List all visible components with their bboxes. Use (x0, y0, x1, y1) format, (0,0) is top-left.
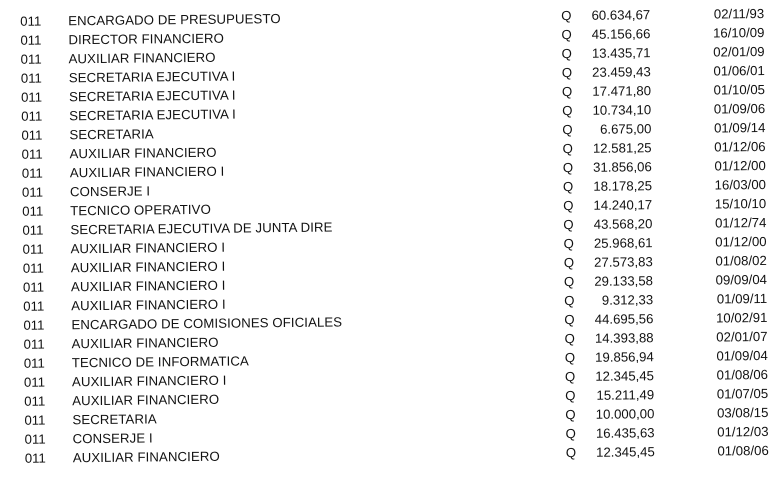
budget-line-code: 011 (23, 355, 45, 371)
start-date: 01/09/04 (716, 347, 768, 364)
job-title: AUXILIAR FINANCIERO I (70, 277, 226, 295)
job-title: AUXILIAR FINANCIERO I (71, 296, 226, 314)
job-title: SECRETARIA EJECUTIVA I (68, 87, 236, 105)
salary-amount: 27.573,83 (594, 254, 653, 270)
currency-symbol: Q (563, 255, 575, 271)
salary-amount: 10.000,00 (595, 406, 655, 422)
salary-amount: 43.568,20 (593, 216, 653, 232)
budget-line-code: 011 (22, 203, 44, 219)
currency-symbol: Q (562, 160, 574, 176)
budget-line-code: 011 (21, 127, 43, 143)
job-title: AUXILIAR FINANCIERO (71, 334, 219, 352)
budget-line-code: 011 (20, 51, 42, 67)
start-date: 03/08/15 (716, 404, 769, 421)
start-date: 01/12/06 (714, 138, 766, 155)
currency-symbol: Q (564, 368, 576, 385)
salary-amount: 10.734,10 (592, 102, 652, 118)
currency-symbol: Q (561, 65, 573, 81)
budget-line-code: 011 (23, 317, 45, 333)
start-date: 01/09/14 (713, 119, 766, 136)
job-title: AUXILIAR FINANCIERO I (70, 239, 226, 257)
budget-line-code: 011 (21, 146, 43, 162)
salary-amount: 29.133,58 (594, 273, 654, 289)
budget-line-code: 011 (24, 412, 46, 428)
start-date: 01/12/00 (715, 233, 767, 250)
start-date: 01/08/02 (715, 252, 767, 269)
job-title: AUXILIAR FINANCIERO I (71, 372, 227, 390)
start-date: 01/08/06 (717, 442, 769, 459)
job-title: SECRETARIA EJECUTIVA I (69, 106, 236, 124)
currency-symbol: Q (562, 122, 573, 138)
budget-line-code: 011 (21, 184, 44, 200)
job-title: TECNICO DE INFORMATICA (71, 353, 249, 371)
salary-amount: 13.435,71 (591, 45, 651, 61)
start-date: 01/12/74 (714, 214, 767, 231)
start-date: 01/12/03 (717, 423, 769, 440)
salary-amount: 18.178,25 (593, 178, 653, 194)
currency-symbol: Q (565, 406, 576, 423)
job-title: TECNICO OPERATIVO (70, 201, 211, 219)
currency-symbol: Q (563, 274, 575, 290)
salary-amount: 25.968,61 (593, 235, 653, 251)
start-date: 01/10/05 (713, 81, 766, 98)
salary-amount: 9.312,33 (601, 292, 654, 308)
salary-amount: 12.581,25 (592, 140, 652, 156)
salary-amount: 60.634,67 (591, 7, 651, 23)
budget-line-code: 011 (21, 165, 43, 181)
job-title: DIRECTOR FINANCIERO (68, 30, 225, 48)
currency-symbol: Q (564, 312, 575, 328)
salary-amount: 19.856,94 (595, 349, 654, 365)
budget-line-code: 011 (23, 298, 45, 314)
job-title: AUXILIAR FINANCIERO I (69, 163, 225, 181)
salary-amount: 23.459,43 (592, 64, 651, 80)
budget-line-code: 011 (22, 279, 45, 295)
job-title: SECRETARIA EJECUTIVA I (68, 68, 236, 86)
currency-symbol: Q (563, 217, 574, 233)
currency-symbol: Q (561, 27, 572, 43)
start-date: 01/07/05 (716, 385, 769, 402)
start-date: 15/10/10 (714, 195, 767, 212)
job-title: SECRETARIA (72, 411, 157, 428)
salary-amount: 15.211,49 (596, 387, 655, 403)
budget-line-code: 011 (20, 89, 43, 105)
salary-amount: 6.675,00 (599, 121, 652, 137)
budget-line-code: 011 (20, 13, 42, 29)
start-date: 01/09/06 (713, 100, 766, 117)
budget-line-code: 011 (24, 431, 46, 447)
start-date: 10/02/91 (715, 309, 768, 326)
salary-amount: 44.695,56 (594, 311, 654, 327)
start-date: 02/01/09 (713, 43, 765, 60)
salary-amount: 14.393,88 (594, 330, 654, 346)
currency-symbol: Q (563, 236, 574, 252)
start-date: 16/10/09 (712, 24, 765, 41)
budget-line-code: 011 (24, 450, 46, 466)
budget-line-code: 011 (20, 32, 42, 48)
start-date: 02/01/07 (716, 328, 768, 345)
salary-amount: 45.156,66 (591, 26, 651, 42)
currency-symbol: Q (561, 46, 572, 62)
salary-amount: 12.345,45 (596, 444, 655, 460)
job-title: ENCARGADO DE COMISIONES OFICIALES (71, 314, 343, 333)
budget-line-code: 011 (21, 108, 43, 124)
budget-line-code: 011 (23, 336, 45, 352)
currency-symbol: Q (565, 425, 576, 442)
job-title: CONSERJE I (69, 183, 151, 200)
currency-symbol: Q (563, 198, 574, 214)
start-date: 01/08/06 (716, 366, 769, 383)
start-date: 01/12/00 (714, 157, 766, 174)
start-date: 16/03/00 (714, 176, 767, 193)
job-title: AUXILIAR FINANCIERO (68, 49, 216, 67)
salary-amount: 31.856,06 (593, 159, 652, 175)
start-date: 01/06/01 (713, 62, 765, 79)
budget-line-code: 011 (22, 241, 44, 257)
job-title: CONSERJE I (72, 430, 153, 447)
budget-line-code: 011 (22, 222, 44, 238)
currency-symbol: Q (565, 387, 576, 404)
salary-amount: 14.240,17 (593, 197, 653, 213)
currency-symbol: Q (564, 330, 575, 347)
currency-symbol: Q (564, 349, 576, 366)
salary-amount: 16.435,63 (595, 425, 655, 441)
budget-line-code: 011 (24, 393, 46, 409)
start-date: 09/09/04 (715, 271, 768, 288)
job-title: AUXILIAR FINANCIERO (69, 144, 217, 162)
currency-symbol: Q (561, 84, 573, 100)
currency-symbol: Q (564, 293, 575, 309)
currency-symbol: Q (562, 103, 573, 119)
currency-symbol: Q (562, 179, 574, 195)
job-title: SECRETARIA (69, 126, 154, 143)
job-title: ENCARGADO DE PRESUPUESTO (68, 11, 281, 29)
currency-symbol: Q (561, 8, 572, 24)
job-title: AUXILIAR FINANCIERO I (70, 258, 226, 276)
budget-line-code: 011 (20, 70, 42, 86)
currency-symbol: Q (562, 141, 573, 157)
job-title: AUXILIAR FINANCIERO (72, 448, 220, 466)
budget-line-code: 011 (23, 374, 46, 390)
start-date: 01/09/11 (716, 290, 768, 307)
job-title: AUXILIAR FINANCIERO (72, 391, 220, 409)
salary-amount: 12.345,45 (595, 368, 655, 384)
job-title: SECRETARIA EJECUTIVA DE JUNTA DIRE (70, 219, 333, 238)
currency-symbol: Q (565, 444, 577, 461)
budget-line-code: 011 (22, 260, 44, 276)
salary-amount: 17.471,80 (592, 83, 652, 99)
start-date: 02/11/93 (713, 5, 765, 22)
